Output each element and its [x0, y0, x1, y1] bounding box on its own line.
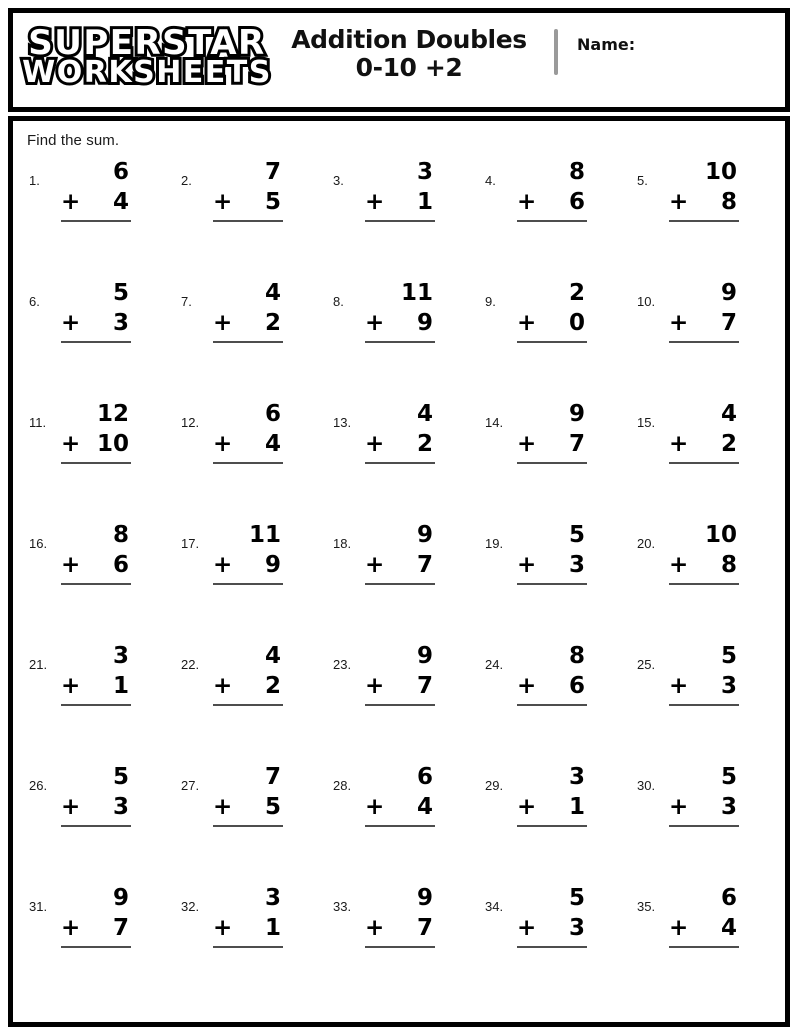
answer-line[interactable]	[61, 462, 131, 464]
bottom-addend: 1	[568, 794, 585, 820]
bottom-addend-row	[57, 308, 135, 338]
bottom-addend: 3	[112, 310, 129, 336]
top-addend: 11	[248, 522, 281, 548]
bottom-addend: 7	[416, 552, 433, 578]
top-addend: 5	[720, 643, 737, 669]
logo-line-worksheets: WORKSHEETS	[22, 54, 272, 90]
top-addend: 5	[112, 764, 129, 790]
addition-problem[interactable]	[479, 157, 619, 257]
bottom-addend: 6	[568, 189, 585, 215]
plus-operator-icon: +	[365, 794, 385, 820]
problem-stack	[665, 883, 743, 948]
plus-operator-icon: +	[517, 915, 537, 941]
top-addend: 9	[416, 643, 433, 669]
top-addend: 8	[568, 643, 585, 669]
top-addend: 5	[568, 522, 585, 548]
problem-stack	[513, 883, 591, 948]
bottom-addend: 2	[416, 431, 433, 457]
bottom-addend-row	[513, 187, 591, 217]
problem-stack	[57, 883, 135, 948]
problem-stack	[209, 641, 287, 706]
bottom-addend-row	[57, 429, 135, 459]
problem-row	[13, 157, 785, 278]
answer-line[interactable]	[365, 220, 435, 222]
problem-number: 1.	[29, 173, 40, 188]
bottom-addend: 0	[568, 310, 585, 336]
answer-line[interactable]	[61, 341, 131, 343]
addition-problem[interactable]	[479, 399, 619, 499]
problem-stack	[209, 520, 287, 585]
plus-operator-icon: +	[365, 431, 385, 457]
bottom-addend: 4	[112, 189, 129, 215]
addition-problem[interactable]	[327, 520, 467, 620]
problem-number: 2.	[181, 173, 192, 188]
plus-operator-icon: +	[213, 552, 233, 578]
answer-line[interactable]	[365, 462, 435, 464]
plus-operator-icon: +	[517, 431, 537, 457]
answer-line[interactable]	[669, 704, 739, 706]
problem-number: 13.	[333, 415, 352, 430]
bottom-addend-row	[513, 913, 591, 943]
problem-number: 10.	[637, 294, 656, 309]
bottom-addend-row	[361, 429, 439, 459]
bottom-addend-row	[361, 550, 439, 580]
addition-problem[interactable]	[23, 520, 163, 620]
top-addend: 4	[416, 401, 433, 427]
top-addend: 6	[112, 159, 129, 185]
plus-operator-icon: +	[669, 552, 689, 578]
addition-problem[interactable]	[631, 520, 771, 620]
bottom-addend: 3	[112, 794, 129, 820]
problem-number: 17.	[181, 536, 200, 551]
answer-line[interactable]	[517, 462, 587, 464]
addition-problem[interactable]	[327, 762, 467, 862]
plus-operator-icon: +	[365, 915, 385, 941]
bottom-addend-row	[209, 550, 287, 580]
problem-number: 29.	[485, 778, 504, 793]
top-addend: 5	[568, 885, 585, 911]
problem-number: 6.	[29, 294, 40, 309]
worksheet-header	[8, 8, 790, 112]
problem-row	[13, 762, 785, 883]
problem-stack	[361, 399, 439, 464]
top-addend: 3	[112, 643, 129, 669]
problem-number: 23.	[333, 657, 352, 672]
addition-problem[interactable]	[175, 762, 315, 862]
problem-row	[13, 883, 785, 1004]
bottom-addend-row	[209, 187, 287, 217]
addition-problem[interactable]	[631, 762, 771, 862]
answer-line[interactable]	[213, 583, 283, 585]
top-addend: 5	[720, 764, 737, 790]
plus-operator-icon: +	[365, 310, 385, 336]
problem-row	[13, 399, 785, 520]
addition-problem[interactable]	[327, 278, 467, 378]
top-addend: 2	[568, 280, 585, 306]
plus-operator-icon: +	[61, 189, 81, 215]
worksheet-title	[275, 26, 543, 81]
addition-problem[interactable]	[175, 278, 315, 378]
problem-number: 20.	[637, 536, 656, 551]
top-addend: 3	[264, 885, 281, 911]
top-addend: 10	[704, 159, 737, 185]
answer-line[interactable]	[517, 220, 587, 222]
top-addend: 9	[416, 522, 433, 548]
bottom-addend-row	[209, 308, 287, 338]
bottom-addend: 2	[264, 310, 281, 336]
bottom-addend-row	[665, 429, 743, 459]
bottom-addend: 1	[416, 189, 433, 215]
answer-line[interactable]	[213, 704, 283, 706]
problem-stack	[361, 883, 439, 948]
problem-number: 15.	[637, 415, 656, 430]
bottom-addend: 7	[112, 915, 129, 941]
bottom-addend-row	[513, 792, 591, 822]
answer-line[interactable]	[517, 946, 587, 948]
problem-number: 19.	[485, 536, 504, 551]
bottom-addend: 3	[568, 915, 585, 941]
answer-line[interactable]	[365, 825, 435, 827]
problem-stack	[513, 762, 591, 827]
bottom-addend-row	[361, 308, 439, 338]
problem-stack	[665, 641, 743, 706]
bottom-addend-row	[209, 429, 287, 459]
plus-operator-icon: +	[669, 431, 689, 457]
addition-problem[interactable]	[631, 278, 771, 378]
problem-stack	[209, 278, 287, 343]
top-addend: 3	[416, 159, 433, 185]
problem-stack	[209, 883, 287, 948]
problem-number: 8.	[333, 294, 344, 309]
top-addend: 7	[264, 159, 281, 185]
problem-number: 22.	[181, 657, 200, 672]
worksheet-body	[8, 116, 790, 1027]
plus-operator-icon: +	[669, 310, 689, 336]
answer-line[interactable]	[213, 946, 283, 948]
answer-line[interactable]	[669, 583, 739, 585]
problem-number: 14.	[485, 415, 504, 430]
answer-line[interactable]	[517, 341, 587, 343]
plus-operator-icon: +	[213, 189, 233, 215]
top-addend: 9	[112, 885, 129, 911]
addition-problem[interactable]	[479, 883, 619, 983]
plus-operator-icon: +	[517, 310, 537, 336]
problem-number: 30.	[637, 778, 656, 793]
answer-line[interactable]	[669, 341, 739, 343]
problem-stack	[361, 641, 439, 706]
bottom-addend-row	[361, 187, 439, 217]
problem-stack	[513, 641, 591, 706]
problem-number: 25.	[637, 657, 656, 672]
problem-stack	[57, 520, 135, 585]
addition-problem[interactable]	[479, 641, 619, 741]
problem-number: 11.	[29, 415, 47, 430]
problem-stack	[361, 278, 439, 343]
plus-operator-icon: +	[365, 552, 385, 578]
problem-stack	[665, 157, 743, 222]
plus-operator-icon: +	[61, 552, 81, 578]
answer-line[interactable]	[669, 462, 739, 464]
bottom-addend-row	[57, 792, 135, 822]
problem-stack	[513, 399, 591, 464]
plus-operator-icon: +	[213, 431, 233, 457]
answer-line[interactable]	[669, 825, 739, 827]
bottom-addend-row	[513, 429, 591, 459]
problem-stack	[361, 157, 439, 222]
problem-grid	[13, 157, 785, 1004]
addition-problem[interactable]	[631, 157, 771, 257]
top-addend: 3	[568, 764, 585, 790]
bottom-addend: 6	[112, 552, 129, 578]
bottom-addend-row	[361, 913, 439, 943]
problem-number: 9.	[485, 294, 496, 309]
plus-operator-icon: +	[517, 673, 537, 699]
bottom-addend: 7	[416, 915, 433, 941]
bottom-addend: 1	[112, 673, 129, 699]
answer-line[interactable]	[213, 462, 283, 464]
answer-line[interactable]	[61, 220, 131, 222]
problem-stack	[513, 520, 591, 585]
problem-stack	[209, 399, 287, 464]
problem-number: 31.	[29, 899, 48, 914]
bottom-addend-row	[57, 671, 135, 701]
addition-problem[interactable]	[175, 157, 315, 257]
problem-stack	[361, 520, 439, 585]
plus-operator-icon: +	[517, 189, 537, 215]
bottom-addend-row	[665, 913, 743, 943]
answer-line[interactable]	[517, 583, 587, 585]
bottom-addend: 7	[416, 673, 433, 699]
problem-stack	[513, 278, 591, 343]
problem-number: 4.	[485, 173, 496, 188]
bottom-addend-row	[513, 550, 591, 580]
addition-problem[interactable]	[327, 883, 467, 983]
problem-stack	[209, 762, 287, 827]
plus-operator-icon: +	[213, 673, 233, 699]
top-addend: 6	[720, 885, 737, 911]
bottom-addend-row	[665, 792, 743, 822]
problem-row	[13, 641, 785, 762]
answer-line[interactable]	[61, 825, 131, 827]
addition-problem[interactable]	[23, 762, 163, 862]
plus-operator-icon: +	[61, 673, 81, 699]
addition-problem[interactable]	[327, 641, 467, 741]
answer-line[interactable]	[365, 583, 435, 585]
addition-problem[interactable]	[23, 399, 163, 499]
problem-number: 18.	[333, 536, 352, 551]
problem-number: 34.	[485, 899, 504, 914]
plus-operator-icon: +	[61, 915, 81, 941]
answer-line[interactable]	[669, 946, 739, 948]
addition-problem[interactable]	[631, 641, 771, 741]
top-addend: 6	[264, 401, 281, 427]
top-addend: 9	[416, 885, 433, 911]
bottom-addend: 4	[720, 915, 737, 941]
problem-row	[13, 520, 785, 641]
addition-problem[interactable]	[23, 641, 163, 741]
top-addend: 11	[400, 280, 433, 306]
addition-problem[interactable]	[327, 399, 467, 499]
plus-operator-icon: +	[517, 794, 537, 820]
problem-number: 24.	[485, 657, 504, 672]
bottom-addend-row	[361, 671, 439, 701]
addition-problem[interactable]	[175, 641, 315, 741]
logo-line-superstar: SUPERSTAR	[28, 22, 266, 63]
bottom-addend: 3	[720, 673, 737, 699]
bottom-addend-row	[513, 308, 591, 338]
page-title: Addition Doubles	[291, 25, 527, 54]
problem-stack	[209, 157, 287, 222]
problem-stack	[513, 157, 591, 222]
addition-problem[interactable]	[631, 399, 771, 499]
answer-line[interactable]	[61, 946, 131, 948]
answer-line[interactable]	[213, 825, 283, 827]
top-addend: 9	[568, 401, 585, 427]
name-field-label: Name:	[577, 35, 636, 54]
problem-stack	[57, 641, 135, 706]
answer-line[interactable]	[213, 341, 283, 343]
answer-line[interactable]	[365, 341, 435, 343]
addition-problem[interactable]	[23, 157, 163, 257]
bottom-addend-row	[665, 671, 743, 701]
bottom-addend-row	[209, 792, 287, 822]
addition-problem[interactable]	[479, 520, 619, 620]
addition-problem[interactable]	[23, 883, 163, 983]
problem-stack	[665, 399, 743, 464]
top-addend: 8	[112, 522, 129, 548]
top-addend: 7	[264, 764, 281, 790]
bottom-addend: 1	[264, 915, 281, 941]
problem-stack	[57, 762, 135, 827]
plus-operator-icon: +	[213, 915, 233, 941]
problem-number: 21.	[29, 657, 48, 672]
plus-operator-icon: +	[669, 794, 689, 820]
problem-stack	[361, 762, 439, 827]
bottom-addend-row	[665, 187, 743, 217]
problem-stack	[665, 762, 743, 827]
top-addend: 4	[264, 643, 281, 669]
plus-operator-icon: +	[669, 915, 689, 941]
plus-operator-icon: +	[517, 552, 537, 578]
bottom-addend-row	[57, 187, 135, 217]
top-addend: 4	[264, 280, 281, 306]
plus-operator-icon: +	[365, 189, 385, 215]
bottom-addend: 2	[720, 431, 737, 457]
problem-number: 27.	[181, 778, 200, 793]
problem-number: 3.	[333, 173, 344, 188]
bottom-addend-row	[57, 913, 135, 943]
top-addend: 6	[416, 764, 433, 790]
answer-line[interactable]	[61, 583, 131, 585]
addition-problem[interactable]	[175, 399, 315, 499]
addition-problem[interactable]	[479, 762, 619, 862]
addition-problem[interactable]	[631, 883, 771, 983]
top-addend: 12	[96, 401, 129, 427]
problem-stack	[665, 278, 743, 343]
bottom-addend: 7	[568, 431, 585, 457]
plus-operator-icon: +	[213, 794, 233, 820]
bottom-addend: 6	[568, 673, 585, 699]
plus-operator-icon: +	[669, 189, 689, 215]
plus-operator-icon: +	[61, 794, 81, 820]
problem-stack	[665, 520, 743, 585]
bottom-addend-row	[209, 671, 287, 701]
superstar-worksheets-logo	[21, 21, 273, 93]
answer-line[interactable]	[213, 220, 283, 222]
header-divider	[554, 29, 558, 75]
bottom-addend-row	[57, 550, 135, 580]
addition-problem[interactable]	[327, 157, 467, 257]
top-addend: 9	[720, 280, 737, 306]
plus-operator-icon: +	[365, 673, 385, 699]
addition-problem[interactable]	[479, 278, 619, 378]
bottom-addend: 5	[264, 794, 281, 820]
answer-line[interactable]	[669, 220, 739, 222]
problem-row	[13, 278, 785, 399]
problem-number: 28.	[333, 778, 352, 793]
plus-operator-icon: +	[213, 310, 233, 336]
answer-line[interactable]	[365, 704, 435, 706]
problem-number: 33.	[333, 899, 352, 914]
problem-number: 7.	[181, 294, 192, 309]
problem-stack	[57, 157, 135, 222]
top-addend: 8	[568, 159, 585, 185]
addition-problem[interactable]	[175, 883, 315, 983]
answer-line[interactable]	[517, 825, 587, 827]
bottom-addend: 10	[96, 431, 129, 457]
bottom-addend: 3	[568, 552, 585, 578]
plus-operator-icon: +	[61, 431, 81, 457]
top-addend: 10	[704, 522, 737, 548]
bottom-addend: 9	[264, 552, 281, 578]
addition-problem[interactable]	[23, 278, 163, 378]
plus-operator-icon: +	[61, 310, 81, 336]
instruction-text: Find the sum.	[27, 132, 120, 149]
bottom-addend: 3	[720, 794, 737, 820]
answer-line[interactable]	[517, 704, 587, 706]
plus-operator-icon: +	[669, 673, 689, 699]
bottom-addend: 4	[416, 794, 433, 820]
bottom-addend: 2	[264, 673, 281, 699]
problem-number: 12.	[181, 415, 200, 430]
bottom-addend-row	[361, 792, 439, 822]
top-addend: 4	[720, 401, 737, 427]
problem-number: 5.	[637, 173, 648, 188]
problem-stack	[57, 278, 135, 343]
bottom-addend: 9	[416, 310, 433, 336]
bottom-addend: 5	[264, 189, 281, 215]
bottom-addend-row	[209, 913, 287, 943]
answer-line[interactable]	[365, 946, 435, 948]
bottom-addend: 4	[264, 431, 281, 457]
bottom-addend: 7	[720, 310, 737, 336]
answer-line[interactable]	[61, 704, 131, 706]
problem-stack	[57, 399, 135, 464]
top-addend: 5	[112, 280, 129, 306]
addition-problem[interactable]	[175, 520, 315, 620]
bottom-addend: 8	[720, 552, 737, 578]
page-subtitle: 0-10 +2	[355, 52, 463, 82]
bottom-addend: 8	[720, 189, 737, 215]
bottom-addend-row	[665, 550, 743, 580]
problem-number: 16.	[29, 536, 48, 551]
problem-number: 32.	[181, 899, 200, 914]
bottom-addend-row	[513, 671, 591, 701]
problem-number: 35.	[637, 899, 656, 914]
problem-number: 26.	[29, 778, 48, 793]
bottom-addend-row	[665, 308, 743, 338]
